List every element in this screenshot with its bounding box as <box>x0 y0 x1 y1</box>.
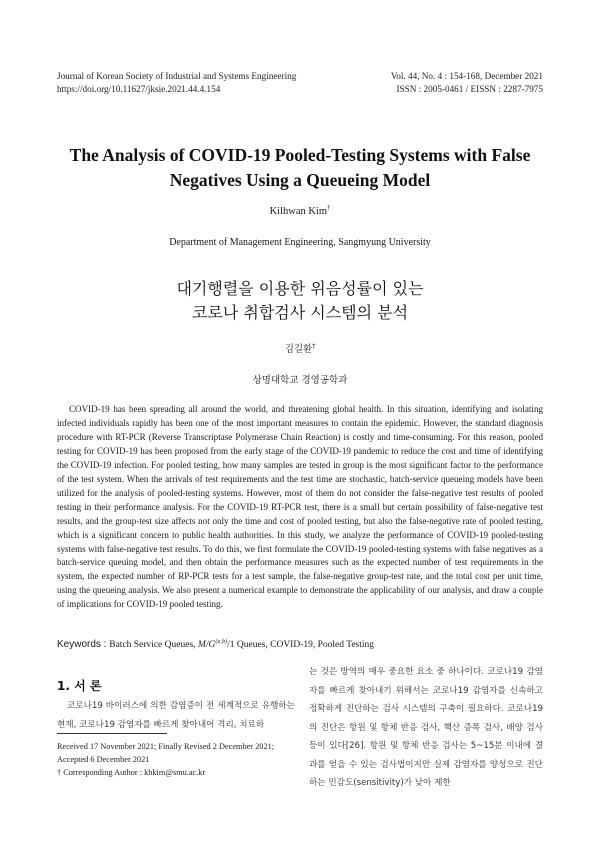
affiliation-korean: 상명대학교 경영공학과 <box>252 375 348 386</box>
author-name-ko: 김길환 <box>284 344 313 355</box>
footnote-corresponding: † Corresponding Author : khkim@smu.ac.kr <box>57 768 206 777</box>
author-mark: † <box>327 204 331 212</box>
body-right-column <box>309 663 543 793</box>
keywords-label: Keywords : <box>57 639 110 650</box>
abstract-text: COVID-19 has been spreading all around the world, and threatening global health. In this situation, identifying and isolating infected individuals rapidly has been one of the most important measures to contain the epidemic. However, the standard diagnosis procedure with RT-PCR (Reverse Transcriptase Polymerase Chain Reaction) is costly and time-consuming. For this reason, pooled testing for COVID-19 has been proposed from the early stage of the COVID-19 pandemic to reduce the cost and time of identifying the COVID-19 infection. For pooled testing, how many samples are tested in group is the most significant factor to the performance of the test system. When the arrivals of test requirements and the test time are stochastic, batch-service queueing models have been utilized for the analysis of pooled-testing systems. However, most of them do not consider the false-negative test results of pooled testing in their performance analysis. For the COVID-19 RT-PCR test, there is a small but certain possibility of false-negative test results, and the group-test size affects not only the time and cost of pooled testing, but also the false-negative rate of pooled testing, which is a significant concern to public health authorities. In this study, we analyze the performance of COVID-19 pooled-testing systems with false-negative test results. To do this, we first formulate the COVID-19 pooled-testing systems with false negatives as a batch-service queuing model, and then obtain the performance measures such as the expected number of test requirements in the system, the expected number of RP-PCR tests for a test sample, the false-negative group-test rate, and the total cost per unit time, using the queueing analysis. We also present a numerical example to demonstrate the applicability of our analysis, and draw a couple of implications for COVID-19 pooled testing. <box>57 404 543 610</box>
paper-title-korean <box>40 277 560 325</box>
journal-header <box>57 70 296 96</box>
author-korean <box>0 341 600 355</box>
journal-name: Journal of Korean Society of Industrial and Systems Engineering <box>57 71 297 81</box>
footnotes <box>57 740 302 779</box>
author-english <box>0 206 600 217</box>
volume-info: Vol. 44, No. 4 : 154-168, December 2021 <box>390 71 543 81</box>
title-ko-line2: 코로나 취합검사 시스템의 분석 <box>191 303 409 322</box>
title-en-line1: The Analysis of COVID-19 Pooled-Testing Systems with False <box>69 145 531 165</box>
footnote-accepted: Accepted 6 December 2021 <box>57 755 150 764</box>
footnote-received: Received 17 November 2021; Finally Revised 2 December 2021; <box>57 742 275 751</box>
abstract <box>57 403 543 612</box>
keywords-after: Queues, COVID-19, Pooled Testing <box>234 640 375 650</box>
keyword-model-tail: /1 <box>227 640 235 650</box>
affiliation-english: Department of Management Engineering, Sangmyung University <box>169 237 431 248</box>
title-en-line2: Negatives Using a Queueing Model <box>169 170 431 190</box>
author-name-en: Kilhwan Kim <box>269 206 328 217</box>
paper-title-english <box>40 143 560 193</box>
keywords <box>57 639 374 650</box>
footnote-divider <box>57 733 167 734</box>
title-ko-line1: 대기행렬을 이용한 위음성률이 있는 <box>176 279 424 298</box>
author-mark-ko: † <box>312 342 316 350</box>
intro-paragraph-right: 는 것은 방역의 매우 중요한 요소 중 하나이다. 코로나19 감염자를 빠르게 찾아내기 위해서는 코로나19 감염자를 신속하고 정확하게 진단하는 검사 시스템의 구축이 필요하다. 코로나19의 진단은 항원 및 항체 반응 검사, 핵산 증폭 검사, 배양 검사 등이 있다[26]. 항원 및 항체 반응 검사는 5~15분 이내에 결과를 얻을 수 있는 검사법이지만 실제 감염자를 양성으로 진단하는 민감도(sensitivity)가 낮아 제한 <box>309 667 543 788</box>
issn-info: ISSN : 2005-0461 / EISSN : 2287-7975 <box>396 84 543 94</box>
section-heading: 1. 서 론 <box>57 679 102 693</box>
keyword-model-g: /G <box>205 640 216 650</box>
keyword-model-sup: (a,b) <box>215 638 228 645</box>
intro-paragraph-left: 코로나19 바이러스에 의한 감염증이 전 세계적으로 유행하는 현재, 코로나19 감염자를 빠르게 찾아내어 격리, 치료하 <box>57 701 295 730</box>
volume-header <box>391 70 543 96</box>
doi-link[interactable]: https://doi.org/10.11627/jksie.2021.44.4.154 <box>57 84 221 94</box>
body-left-column <box>57 697 295 734</box>
keywords-before: Batch Service Queues, <box>109 640 198 650</box>
keyword-model-m: M <box>197 640 206 650</box>
